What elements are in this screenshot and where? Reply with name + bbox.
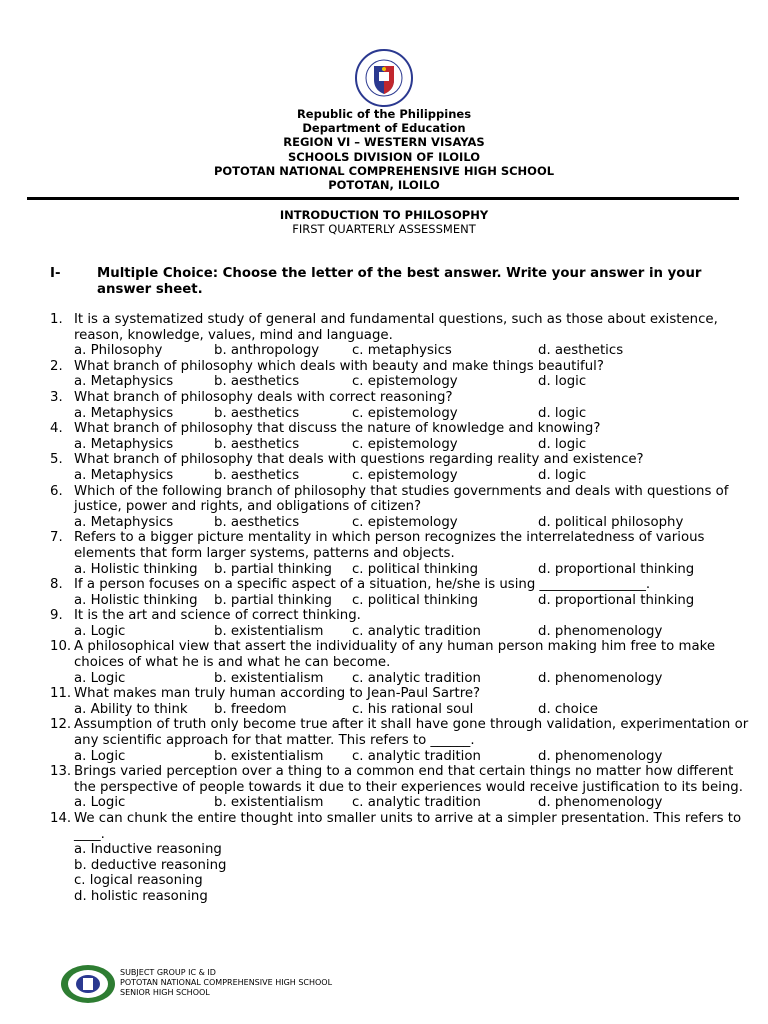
question-number: 5. (50, 452, 63, 468)
footer-school: POTOTAN NATIONAL COMPREHENSIVE HIGH SCHOOL (120, 978, 333, 987)
answer-option: d. logic (538, 405, 587, 421)
answer-option: d. proportional thinking (538, 592, 695, 608)
answer-option: c. his rational soul (352, 701, 474, 717)
answer-option: c. analytic tradition (352, 795, 481, 811)
question-number: 3. (50, 389, 63, 405)
question-item (50, 686, 750, 717)
question-body: It is a systematized study of general and fundamental questions, such as those about existence, reason, knowledge, values, mind and language. (74, 312, 718, 343)
question-number: 8. (50, 577, 63, 593)
answer-option: a. Holistic thinking (74, 592, 198, 608)
header-department: Department of Education (302, 121, 466, 136)
answer-option: b. freedom (214, 701, 287, 717)
question-item (50, 577, 750, 608)
answer-option: b. existentialism (214, 795, 324, 811)
question-body: Refers to a bigger picture mentality in which person recognizes the interrelatedness of various elements that form larger systems, patterns and objects. (74, 530, 705, 561)
question-number: 13. (50, 764, 72, 780)
question-item (50, 359, 750, 390)
answer-option: d. choice (538, 701, 598, 717)
page-footer (60, 964, 460, 1008)
answer-option: c. epistemology (352, 405, 458, 421)
question-item (50, 484, 750, 531)
question-body: What branch of philosophy deals with correct reasoning? (74, 389, 453, 405)
question-text (50, 639, 750, 670)
deped-seal-logo (345, 48, 423, 108)
question-number: 14. (50, 811, 72, 826)
question-number: 2. (50, 358, 63, 374)
header-divider (27, 197, 739, 200)
answer-option: b. partial thinking (214, 592, 332, 608)
question-item (50, 717, 750, 764)
answer-option: a. Holistic thinking (74, 561, 198, 577)
answer-option: d. phenomenology (538, 623, 663, 639)
answer-option: c. logical reasoning (74, 873, 203, 889)
question-number: 10. (50, 639, 72, 655)
header-region: REGION VI – WESTERN VISAYAS (283, 135, 485, 150)
answer-options (50, 702, 750, 718)
question-text (50, 452, 750, 468)
question-body: Assumption of truth only become true after it shall have gone through validation, experimentation or any scientific approach for that matter. This refers to ______. (74, 717, 749, 749)
answer-option: d. logic (538, 436, 587, 452)
question-body: What branch of philosophy which deals with beauty and make things beautiful? (74, 358, 604, 374)
question-item (50, 608, 750, 639)
section-text: Multiple Choice: Choose the letter of the best answer. Write your answer in your answer sheet. (97, 266, 702, 297)
question-text (50, 577, 750, 593)
answer-options (50, 671, 750, 687)
answer-option: c. epistemology (352, 374, 458, 390)
answer-option: b. existentialism (214, 748, 324, 764)
answer-options (50, 437, 750, 453)
answer-option: c. epistemology (352, 467, 458, 483)
answer-options (50, 593, 750, 609)
answer-options (50, 795, 750, 811)
header-republic: Republic of the Philippines (296, 107, 472, 121)
school-header (0, 107, 768, 192)
question-body: If a person focuses on a specific aspect of a situation, he/she is using ________________. (74, 577, 651, 593)
question-text (50, 608, 750, 624)
question-text (50, 312, 750, 343)
answer-option: b. existentialism (214, 670, 324, 686)
answer-option: d. phenomenology (538, 795, 663, 811)
answer-option: a. Inductive reasoning (74, 842, 222, 858)
question-item (50, 764, 750, 811)
question-text (50, 359, 750, 375)
footer-level: SENIOR HIGH SCHOOL (120, 988, 210, 997)
answer-option: a. Logic (74, 623, 126, 639)
question-text (50, 686, 750, 702)
question-number: 11. (50, 686, 72, 702)
answer-option: a. Logic (74, 748, 126, 764)
exam-title (0, 208, 768, 236)
question-item (50, 452, 750, 483)
question-number: 4. (50, 421, 63, 437)
question-body: What branch of philosophy that discuss the nature of knowledge and knowing? (74, 421, 601, 437)
answer-option: a. Metaphysics (74, 436, 174, 452)
answer-options (50, 468, 750, 484)
answer-options (50, 406, 750, 422)
answer-option: d. holistic reasoning (74, 888, 208, 904)
answer-option: b. aesthetics (214, 467, 300, 483)
question-item (50, 639, 750, 686)
assessment-title: FIRST QUARTERLY ASSESSMENT (292, 222, 476, 236)
question-item (50, 390, 750, 421)
question-number: 9. (50, 608, 63, 624)
answer-options (50, 749, 750, 765)
answer-options (50, 562, 750, 578)
question-text (50, 717, 750, 748)
answer-option: a. Metaphysics (74, 374, 174, 390)
school-footer-logo (60, 964, 116, 1004)
question-item (50, 530, 750, 577)
question-text (50, 764, 750, 795)
answer-option: d. political philosophy (538, 514, 684, 530)
answer-option: c. political thinking (352, 561, 479, 577)
question-body: It is the art and science of correct thinking. (74, 608, 361, 624)
question-text (50, 390, 750, 406)
answer-option: b. aesthetics (214, 514, 300, 530)
answer-options (50, 374, 750, 390)
answer-option: b. deductive reasoning (74, 857, 227, 873)
answer-option: a. Logic (74, 795, 126, 811)
answer-option: c. analytic tradition (352, 670, 481, 686)
answer-option: a. Metaphysics (74, 514, 174, 530)
answer-option: b. aesthetics (214, 405, 300, 421)
answer-options (50, 343, 750, 359)
answer-option: a. Ability to think (74, 701, 188, 717)
answer-option: c. analytic tradition (352, 748, 481, 764)
question-body: Which of the following branch of philosophy that studies governments and deals with questions of justice, power and rights, and obligations of citizen? (74, 483, 729, 515)
answer-option: b. anthropology (214, 343, 320, 359)
question-body: What branch of philosophy that deals with questions regarding reality and existence? (74, 452, 644, 468)
answer-option: a. Logic (74, 670, 126, 686)
answer-option: d. proportional thinking (538, 561, 695, 577)
answer-option: c. metaphysics (352, 343, 452, 359)
answer-option: c. epistemology (352, 436, 458, 452)
answer-options (50, 515, 750, 531)
answer-option: d. logic (538, 467, 587, 483)
question-number: 6. (50, 483, 63, 499)
question-number: 1. (50, 312, 63, 327)
answer-option: c. political thinking (352, 592, 479, 608)
header-location: POTOTAN, ILOILO (328, 178, 440, 193)
answer-option: b. existentialism (214, 623, 324, 639)
question-text (50, 421, 750, 437)
question-body: What makes man truly human according to Jean-Paul Sartre? (74, 686, 481, 702)
question-text (50, 811, 750, 842)
question-item (50, 811, 750, 905)
question-list (50, 312, 750, 905)
question-text (50, 484, 750, 515)
subject-title: INTRODUCTION TO PHILOSOPHY (279, 208, 489, 222)
question-number: 12. (50, 717, 72, 733)
section-number: I- (50, 266, 61, 281)
question-text (50, 530, 750, 561)
answer-option: b. partial thinking (214, 561, 332, 577)
header-school: POTOTAN NATIONAL COMPREHENSIVE HIGH SCHOOL (213, 163, 555, 178)
answer-option: c. epistemology (352, 514, 458, 530)
question-body: A philosophical view that assert the individuality of any human person making him free to make choices of what he is and what he can become. (74, 639, 716, 671)
question-number: 7. (50, 530, 63, 546)
answer-option: a. Metaphysics (74, 467, 174, 483)
answer-option: b. aesthetics (214, 374, 300, 390)
question-item (50, 312, 750, 359)
footer-subject-group: SUBJECT GROUP IC & ID (120, 968, 216, 977)
footer-text (120, 968, 332, 998)
answer-option: c. analytic tradition (352, 623, 481, 639)
answer-option: b. aesthetics (214, 436, 300, 452)
question-body: Brings varied perception over a thing to a common end that certain things no matter how different the perspective of people towards it due to their experiences would receive justification to its being. (74, 764, 743, 795)
answer-option: d. phenomenology (538, 670, 663, 686)
question-body: We can chunk the entire thought into smaller units to arrive at a simpler presentation. This refers to ____. (74, 811, 742, 842)
header-division: SCHOOLS DIVISION OF ILOILO (287, 149, 481, 164)
question-item (50, 421, 750, 452)
answer-options (50, 624, 750, 640)
answer-option: d. phenomenology (538, 748, 663, 764)
answer-option: d. aesthetics (538, 343, 624, 359)
answer-option: a. Philosophy (74, 343, 163, 359)
answer-option: a. Metaphysics (74, 405, 174, 421)
answer-option: d. logic (538, 374, 587, 390)
